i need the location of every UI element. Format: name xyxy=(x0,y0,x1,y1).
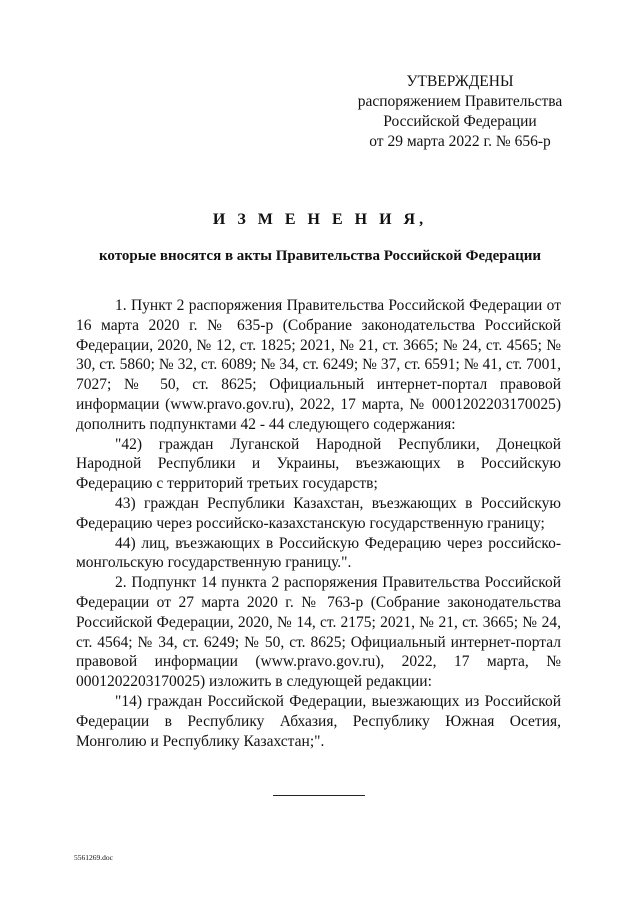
paragraph-3: 43) граждан Республики Казахстан, въезжающих в Российскую Федерацию через российско-казахстанскую государственную границу; xyxy=(76,494,561,532)
approval-heading: УТВЕРЖДЕНЫ xyxy=(406,73,514,90)
document-body xyxy=(76,296,561,751)
paragraph-1: 1. Пункт 2 распоряжения Правительства Российской Федерации от 16 марта 2020 г. № 635-р (Собрание законодательства Российской Федерации, 2020, № 12, ст. 1825; 2021, № 21, ст. 3665; № 24, ст. 4565; № 30, ст. 5860; № 32, ст. 6089; № 34, ст. 6249; № 37, ст. 6591; № 41, ст. 7001, 7027; № 50, ст. 8625; Официальный интернет-портал правовой информации (www.pravo.gov.ru), 2022, 17 марта, № 0001202203170025) дополнить подпунктами 42 - 44 следующего содержания: xyxy=(76,297,561,433)
paragraph-2: "42) граждан Луганской Народной Республики, Донецкой Народной Республики и Украины, въезжающих в Российскую Федерацию с территорий третьих государств; xyxy=(76,435,561,493)
approval-line-1: распоряжением Правительства xyxy=(357,93,563,110)
footer-doc-code: 5561269.doc xyxy=(74,853,113,862)
title-subtitle: которые вносятся в акты Правительства Российской Федерации xyxy=(98,248,542,264)
paragraph-4: 44) лиц, въезжающих в Российскую Федерацию через российско-монгольскую государственную границу.". xyxy=(76,534,561,572)
paragraph-5: 2. Подпункт 14 пункта 2 распоряжения Правительства Российской Федерации от 27 марта 2020 г. № 763-р (Собрание законодательства Российской Федерации, 2020, № 14, ст. 2175; 2021, № 21, ст. 3665; № 24, ст. 4564; № 34, ст. 6249; № 50, ст. 8625; Официальный интернет-портал правовой информации (www.pravo.gov.ru), 2022, 17 марта, № 0001202203170025) изложить в следующей редакции: xyxy=(76,574,561,691)
approval-block xyxy=(340,72,580,152)
end-divider xyxy=(273,795,365,796)
approval-line-3: от 29 марта 2022 г. № 656-р xyxy=(369,133,551,150)
approval-line-2: Российской Федерации xyxy=(383,113,537,130)
title-main: И З М Е Н Е Н И Я, xyxy=(212,211,428,228)
document-title xyxy=(70,208,570,267)
paragraph-6: "14) граждан Российской Федерации, выезжающих из Российской Федерации в Республику Абхазия, Республику Южная Осетия, Монголию и Республику Казахстан;". xyxy=(76,692,561,750)
